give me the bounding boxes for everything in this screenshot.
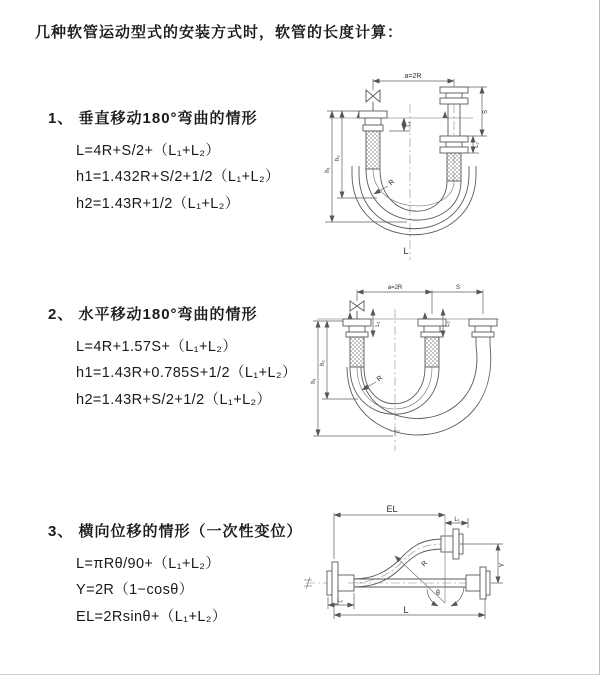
radius-label: R: [375, 374, 385, 384]
dim-label-y: Y: [499, 562, 506, 568]
dim-label-l1: L₁: [406, 121, 412, 127]
hose-curves: [347, 345, 491, 435]
bottom-center-tick: [390, 426, 400, 436]
dim-label-a2r: a=2R: [387, 285, 403, 291]
formula-h1: h1=1.432R+S/2+1/2（L₁+L₂）: [76, 169, 280, 186]
valve-icon: [350, 301, 364, 311]
radius-label: R: [387, 178, 397, 188]
length-label: L: [403, 246, 409, 256]
formula-h2: h2=1.43R+1/2（L₁+L₂）: [76, 195, 240, 212]
middle-pipe-assembly: [418, 290, 446, 367]
formula-length: L=4R+S/2+（L₁+L₂）: [76, 142, 221, 159]
dim-a2r: [373, 73, 454, 81]
dim-label-length: L: [403, 605, 409, 615]
dim-label-l2: L₂: [474, 142, 480, 148]
right-pipe-assembly: [469, 290, 497, 345]
formula-length: L=4R+1.57S+（L₁+L₂）: [76, 338, 238, 355]
dim-s-l2: [458, 87, 489, 153]
dim-label-el: EL: [386, 504, 398, 514]
dim-label-h1: h₁: [325, 167, 331, 173]
diagram-vertical-180-bend: [315, 66, 595, 268]
up-arrow-tick: [423, 312, 428, 319]
diagram-lateral-displacement: [298, 501, 600, 649]
valve-icon: [366, 90, 380, 102]
dim-l: [334, 599, 485, 619]
formula-h2: h2=1.43R+S/2+1/2（L₁+L₂）: [76, 391, 272, 408]
braided-hose-section: [425, 337, 439, 367]
displaced-hose: [348, 529, 463, 587]
section-2-heading: 2、 水平移动180°弯曲的情形: [48, 306, 258, 323]
section-3-heading: 3、 横向位移的情形（一次性变位）: [48, 523, 303, 540]
braided-hose-section: [350, 337, 364, 367]
dim-l1-top: [445, 517, 468, 528]
dim-label-s: S: [455, 285, 461, 291]
dim-label-l1: L₁: [454, 517, 460, 523]
formula-h1: h1=1.43R+0.785S+1/2（L₁+L₂）: [76, 365, 297, 382]
dim-label-l2: L₂: [445, 321, 451, 327]
dim-label-theta: θ: [436, 590, 440, 597]
page-title: 几种软管运动型式的安装方式时，软管的长度计算：: [35, 24, 404, 41]
dim-label-a2r: a=2R: [404, 73, 422, 80]
formula-length: L=πRθ/90+（L₁+L₂）: [76, 555, 221, 572]
dim-label-l2: L₂: [337, 598, 343, 604]
formula-y: Y=2R（1−cosθ）: [76, 582, 194, 599]
dim-label-h1: h₁: [311, 378, 317, 384]
braided-hose-section: [447, 153, 461, 181]
dim-a2r-s: [357, 285, 483, 292]
dim-l1: [389, 118, 412, 131]
diagram-horizontal-180-bend: [303, 279, 600, 464]
up-arrow-tick: [348, 312, 353, 319]
formula-el: EL=2Rsinθ+（L₁+L₂）: [76, 608, 227, 625]
right-pipe-assembly: [440, 79, 468, 181]
dim-label-h2: h₂: [320, 360, 326, 366]
radius-label: R: [420, 559, 430, 569]
section-1-heading: 1、 垂直移动180°弯曲的情形: [48, 110, 258, 127]
left-pipe-assembly: [359, 79, 387, 169]
dim-label-h2: h₂: [335, 155, 341, 161]
dim-label-l1: L₁: [375, 321, 381, 327]
up-arrow-tick: [443, 111, 448, 118]
braided-hose-section: [366, 131, 380, 169]
section-vertical-movement: [48, 107, 348, 216]
dim-label-s: S: [483, 109, 489, 115]
left-pipe-assembly: [343, 290, 371, 367]
